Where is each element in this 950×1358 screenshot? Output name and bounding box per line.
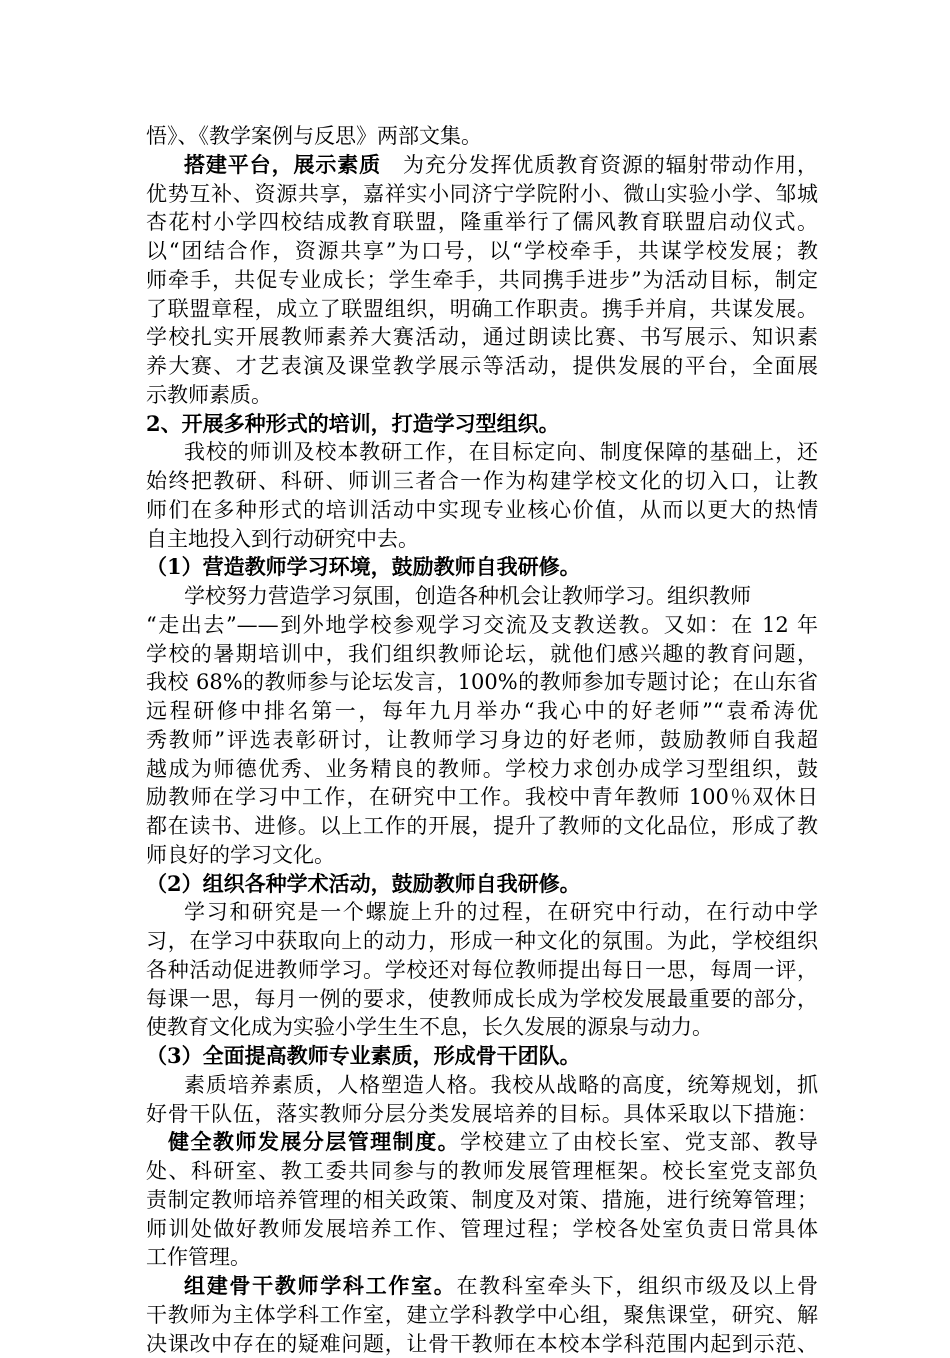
text-line — [146, 1243, 818, 1271]
text-line — [146, 1013, 818, 1041]
line-text: 学校努力营造学习氛围，创造各种机会让教师学习。组织教师 — [184, 584, 751, 608]
line-text: 责制定教师培养管理的相关政策、制度及对策、措施，进行统筹管理； — [146, 1187, 818, 1212]
bold-heading: 组建骨干教师学科工作室。 — [184, 1273, 457, 1298]
text-line — [184, 582, 818, 610]
bold-heading: （3）全面提高教师专业素质，形成骨干团队。 — [146, 1043, 581, 1068]
text-line — [146, 755, 818, 783]
line-text: 我校 68%的教师参与论坛发言，100%的教师参加专题讨论；在山东省 — [146, 670, 818, 695]
text-line — [168, 1128, 818, 1156]
line-text: 师训处做好教师发展培养工作、管理过程；学校各处室负责日常具体 — [146, 1216, 818, 1241]
line-text: 优势互补、资源共享，嘉祥实小同济宁学院附小、微山实验小学、邹城 — [146, 181, 818, 206]
text-line — [146, 985, 818, 1013]
line-text: 素质培养素质，人格塑造人格。我校从战略的高度，统筹规划，抓 — [184, 1072, 818, 1097]
text-line — [146, 812, 818, 840]
line-text: 师们在多种形式的培训活动中实现专业核心价值，从而以更大的热情 — [146, 497, 818, 522]
line-text: 师良好的学习文化。 — [146, 842, 335, 867]
text-line — [146, 1157, 818, 1185]
line-text: 始终把教研、科研、师训三者合一作为构建学校文化的切入口，让教 — [146, 469, 818, 493]
text-line — [184, 898, 818, 926]
text-line — [146, 1215, 818, 1243]
text-line — [146, 841, 818, 869]
line-text: 励教师在学习中工作，在研究中工作。我校中青年教师 100％双休日 — [146, 785, 818, 810]
line-text: 示教师素质。 — [146, 382, 272, 407]
line-text: 习，在学习中获取向上的动力，形成一种文化的氛围。为此，学校组织 — [146, 929, 818, 953]
line-text: 学校的暑期培训中，我们组织教师论坛，就他们感兴趣的教育问题， — [146, 641, 818, 666]
text-line — [184, 1272, 818, 1300]
line-text: 学习和研究是一个螺旋上升的过程，在研究中行动，在行动中学 — [184, 900, 818, 925]
line-text: 秀教师”评选表彰研讨，让教师学习身边的好老师，鼓励教师自我超 — [146, 727, 818, 752]
text-line — [146, 956, 818, 984]
line-text: 都在读书、进修。以上工作的开展，提升了教师的文化品位，形成了教 — [146, 814, 818, 838]
text-line — [146, 266, 818, 294]
text-line — [146, 668, 818, 696]
line-text: 杏花村小学四校结成教育联盟，隆重举行了儒风教育联盟启动仪式。 — [146, 210, 818, 235]
bold-heading: 2、开展多种形式的培训，打造学习型组织。 — [146, 410, 560, 436]
text-line — [146, 726, 818, 754]
text-line — [146, 295, 818, 323]
line-text: 使教育文化成为实验小学生生不息，长久发展的源泉与动力。 — [146, 1015, 713, 1040]
text-line — [146, 237, 818, 265]
bold-heading: 健全教师发展分层管理制度。 — [168, 1129, 461, 1155]
line-text: 为充分发挥优质教育资源的辐射带动作用， — [402, 152, 818, 177]
text-line — [146, 640, 818, 668]
line-text: 在教科室牵头下，组织市级及以上骨 — [456, 1274, 818, 1298]
text-line — [146, 525, 818, 553]
line-text: 工作管理。 — [146, 1245, 251, 1270]
line-text: “走出去”——到外地学校参观学习交流及支教送教。又如：在 12 年 — [146, 612, 818, 637]
text-line — [146, 1301, 818, 1329]
bold-heading: （2）组织各种学术活动，鼓励教师自我研修。 — [146, 870, 581, 896]
text-line — [146, 697, 818, 725]
line-text: 我校的师训及校本教研工作，在目标定向、制度保障的基础上，还 — [184, 440, 818, 465]
line-text: 学校建立了由校长室、党支部、教导 — [460, 1130, 818, 1155]
bold-heading: 搭建平台，展示素质 — [184, 151, 403, 177]
line-text: 决课改中存在的疑难问题，让骨干教师在本校本学科范围内起到示范、 — [146, 1331, 818, 1356]
line-text: 学校扎实开展教师素养大赛活动，通过朗读比赛、书写展示、知识素 — [146, 325, 818, 350]
text-line — [146, 496, 818, 524]
text-line — [146, 870, 818, 898]
text-line — [146, 1042, 818, 1070]
text-line — [146, 352, 818, 380]
text-line — [146, 467, 818, 495]
text-line — [146, 783, 818, 811]
text-line — [146, 553, 818, 581]
text-line — [146, 122, 818, 150]
bold-heading: （1）营造教师学习环境，鼓励教师自我研修。 — [146, 554, 581, 580]
text-line — [146, 611, 818, 639]
line-text: 远程研修中排名第一，每年九月举办“我心中的好老师”“袁希涛优 — [146, 699, 818, 723]
line-text: 干教师为主体学科工作室，建立学科教学中心组，聚焦课堂，研究、解 — [146, 1302, 818, 1327]
line-text: 处、科研室、教工委共同参与的教师发展管理框架。校长室党支部负 — [146, 1159, 818, 1183]
text-line — [184, 1071, 818, 1099]
line-text: 了联盟章程，成立了联盟组织，明确工作职责。携手并肩，共谋发展。 — [146, 296, 818, 321]
text-line — [146, 208, 818, 236]
line-text: 以“团结合作，资源共享”为口号，以“学校牵手，共谋学校发展；教 — [146, 239, 818, 263]
text-line — [146, 927, 818, 955]
line-text: 自主地投入到行动研究中去。 — [146, 526, 419, 551]
text-line — [146, 1186, 818, 1214]
text-line — [146, 323, 818, 351]
text-line — [146, 1100, 818, 1128]
text-line — [184, 151, 818, 179]
line-text: 师牵手，共促专业成长；学生牵手，共同携手进步”为活动目标，制定 — [146, 267, 818, 292]
text-line — [146, 381, 818, 409]
line-text: 悟》、《教学案例与反思》两部文集。 — [146, 124, 482, 148]
text-line — [184, 438, 818, 466]
line-text: 越成为师德优秀、业务精良的教师。学校力求创办成学习型组织，鼓 — [146, 756, 818, 781]
line-text: 养大赛、才艺表演及课堂教学展示等活动，提供发展的平台，全面展 — [146, 354, 818, 378]
line-text: 每课一思，每月一例的要求，使教师成长成为学校发展最重要的部分， — [146, 986, 818, 1011]
text-line — [146, 180, 818, 208]
text-line — [146, 410, 818, 438]
line-text: 各种活动促进教师学习。学校还对每位教师提出每日一思，每周一评， — [146, 957, 818, 982]
line-text: 好骨干队伍，落实教师分层分类发展培养的目标。具体采取以下措施： — [146, 1101, 818, 1126]
